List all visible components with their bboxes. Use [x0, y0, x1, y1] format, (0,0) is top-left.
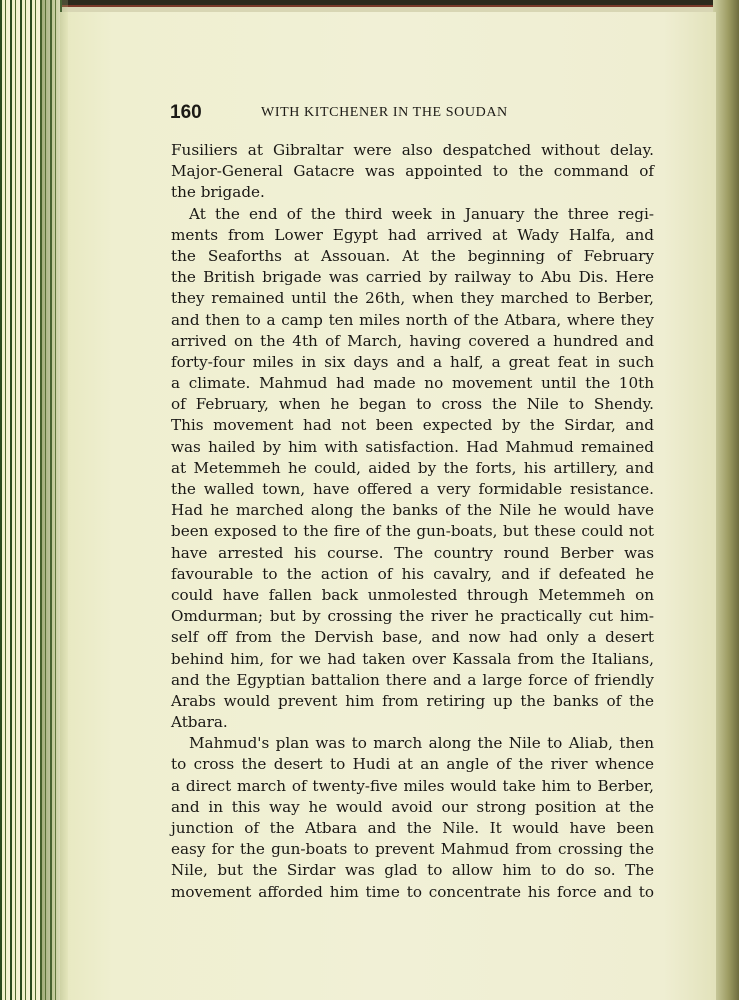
text-line: and the Egyptian battalion there and a large force of friendly: [171, 670, 654, 689]
text-line: arrived on the 4th of March, having covered a hundred and: [171, 331, 654, 350]
text-line: Fusiliers at Gibraltar were also despatched without delay.: [171, 141, 654, 159]
text-line: and then to a camp ten miles north of the Atbara, where they: [171, 310, 654, 329]
text-line: ments from Lower Egypt had arrived at Wady Halfa, and: [171, 225, 654, 244]
text-line: forty-four miles in six days and a half, a great feat in such: [171, 352, 654, 371]
text-line: Nile, but the Sirdar was glad to allow him to do so. The: [171, 861, 654, 880]
text-line: This movement had not been expected by the Sirdar, and: [171, 416, 654, 435]
text-line: at Metemmeh he could, aided by the forts, his artillery, and: [171, 458, 654, 477]
text-line: of February, when he began to cross the Nile to Shendy.: [171, 395, 654, 414]
text-line: the British brigade was carried by railway to Abu Dis. Here: [171, 268, 654, 287]
gutter-shadow: [40, 0, 68, 1000]
text-line: movement afforded him time to concentrate his force and to: [171, 882, 654, 901]
text-line: been exposed to the fire of the gun-boats, but these could not: [171, 522, 654, 541]
text-line: a direct march of twenty-five miles would take him to Berber,: [171, 776, 654, 795]
text-line: to cross the desert to Hudi at an angle of the river whence: [171, 755, 654, 774]
text-line: easy for the gun-boats to prevent Mahmud from crossing the: [171, 840, 654, 859]
body-text: [171, 140, 654, 903]
text-line: the Seaforths at Assouan. At the beginning of February: [171, 246, 654, 265]
text-line: Mahmud's plan was to march along the Nile to Aliab, then: [189, 734, 654, 753]
text-line: they remained until the 26th, when they marched to Berber,: [171, 289, 654, 308]
page-number: 160: [170, 102, 202, 123]
text-line: Arabs would prevent him from retiring up the banks of the: [171, 691, 654, 710]
book-right-edge: [713, 0, 739, 1000]
text-line: have arrested his course. The country round Berber was: [171, 543, 654, 562]
page-header: [170, 102, 670, 124]
text-line: Major-General Gatacre was appointed to the command of: [171, 162, 654, 181]
text-line: was hailed by him with satisfaction. Had Mahmud remained: [171, 437, 654, 456]
text-line: behind him, for we had taken over Kassala from the Italians,: [171, 649, 654, 668]
text-line: and in this way he would avoid our strong position at the: [171, 797, 654, 816]
text-line: the walled town, have offered a very formidable resistance.: [171, 480, 654, 498]
text-line: could have fallen back unmolested through Metemmeh on: [171, 585, 654, 604]
text-line: Omdurman; but by crossing the river he practically cut him-: [171, 607, 654, 626]
text-line: junction of the Atbara and the Nile. It would have been: [171, 819, 654, 837]
text-line: At the end of the third week in January the three regi-: [189, 204, 654, 223]
text-line: Atbara.: [171, 713, 228, 732]
running-title: WITH KITCHENER IN THE SOUDAN: [261, 105, 508, 120]
text-line: favourable to the action of his cavalry, and if defeated he: [171, 564, 654, 583]
text-line: self off from the Dervish base, and now had only a desert: [171, 628, 654, 647]
text-line: the brigade.: [171, 183, 265, 202]
text-line: a climate. Mahmud had made no movement until the 10th: [171, 374, 654, 393]
text-line: Had he marched along the banks of the Nile he would have: [171, 501, 654, 520]
